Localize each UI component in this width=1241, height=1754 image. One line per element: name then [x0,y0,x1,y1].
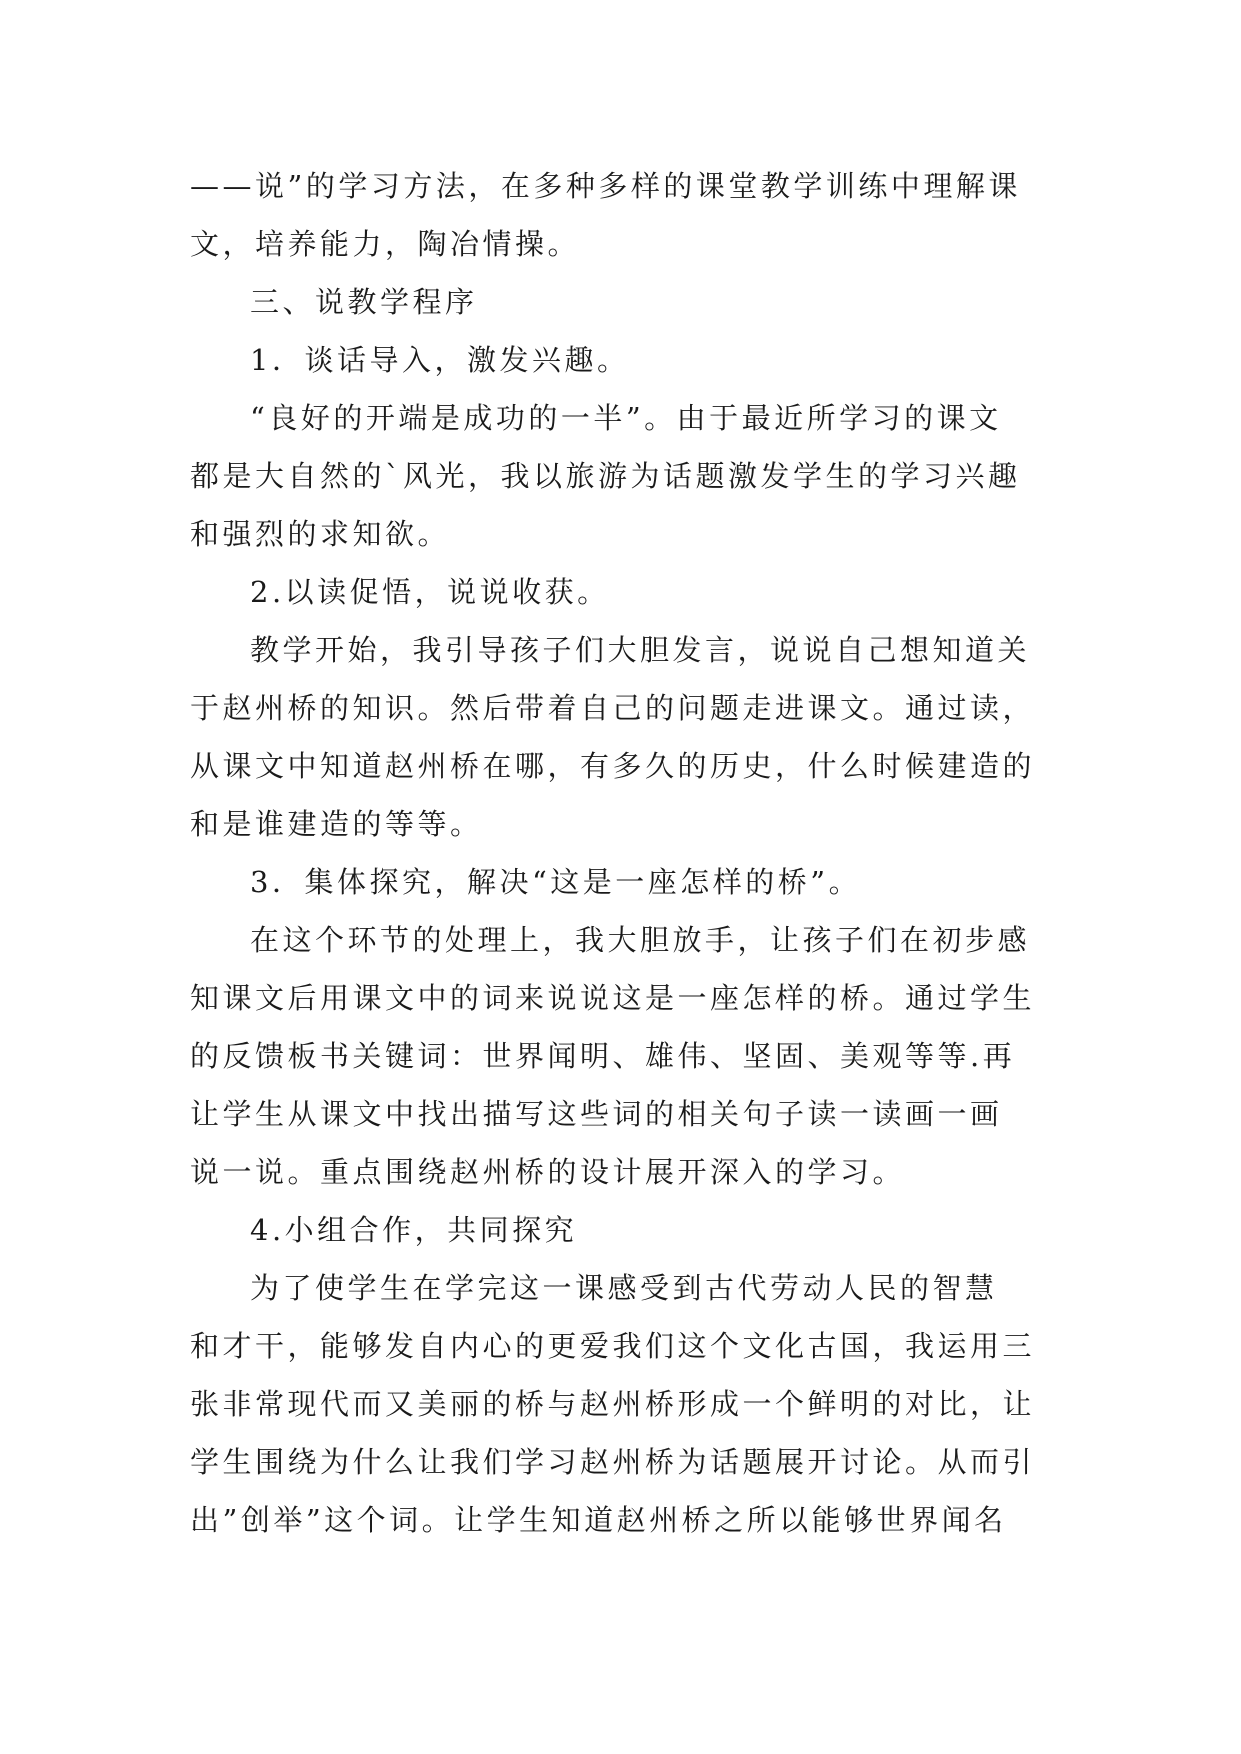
text-line: 都是大自然的`风光，我以旅游为话题激发学生的学习兴趣 [190,459,1021,493]
text-line: 让学生从课文中找出描写这些词的相关句子读一读画一画 [190,1097,1003,1131]
document-body [190,157,1070,1549]
text-line: 学生围绕为什么让我们学习赵州桥为话题展开讨论。从而引 [190,1445,1036,1479]
text-line: 和强烈的求知欲。 [190,517,451,551]
text-line: 教学开始，我引导孩子们大胆发言，说说自己想知道关 [250,633,1031,667]
step-heading: 1．谈话导入，激发兴趣。 [250,343,630,377]
text-line: 的反馈板书关键词：世界闻明、雄伟、坚固、美观等等.再 [190,1039,1016,1073]
section-heading: 三、说教学程序 [250,285,478,319]
text-line: 和才干，能够发自内心的更爱我们这个文化古国，我运用三 [190,1329,1036,1363]
text-line: ——说”的学习方法，在多种多样的课堂教学训练中理解课 [190,169,1021,203]
step-heading: 4.小组合作，共同探究 [250,1213,578,1247]
text-line: 和是谁建造的等等。 [190,807,483,841]
step-heading: 2.以读促悟，说说收获。 [250,575,610,609]
text-line: “良好的开端是成功的一半”。由于最近所学习的课文 [250,401,1002,435]
text-line: 出”创举”这个词。让学生知道赵州桥之所以能够世界闻名 [190,1503,1007,1537]
step-heading: 3．集体探究，解决“这是一座怎样的桥”。 [250,865,862,899]
text-line: 说一说。重点围绕赵州桥的设计展开深入的学习。 [190,1155,906,1189]
text-line: 为了使学生在学完这一课感受到古代劳动人民的智慧 [250,1271,998,1305]
text-line: 在这个环节的处理上，我大胆放手，让孩子们在初步感 [250,923,1031,957]
text-line: 知课文后用课文中的词来说说这是一座怎样的桥。通过学生 [190,981,1036,1015]
text-line: 于赵州桥的知识。然后带着自己的问题走进课文。通过读， [190,691,1036,725]
text-line: 从课文中知道赵州桥在哪，有多久的历史，什么时候建造的 [190,749,1036,783]
text-line: 张非常现代而又美丽的桥与赵州桥形成一个鲜明的对比，让 [190,1387,1036,1421]
text-line: 文，培养能力，陶冶情操。 [190,227,581,261]
